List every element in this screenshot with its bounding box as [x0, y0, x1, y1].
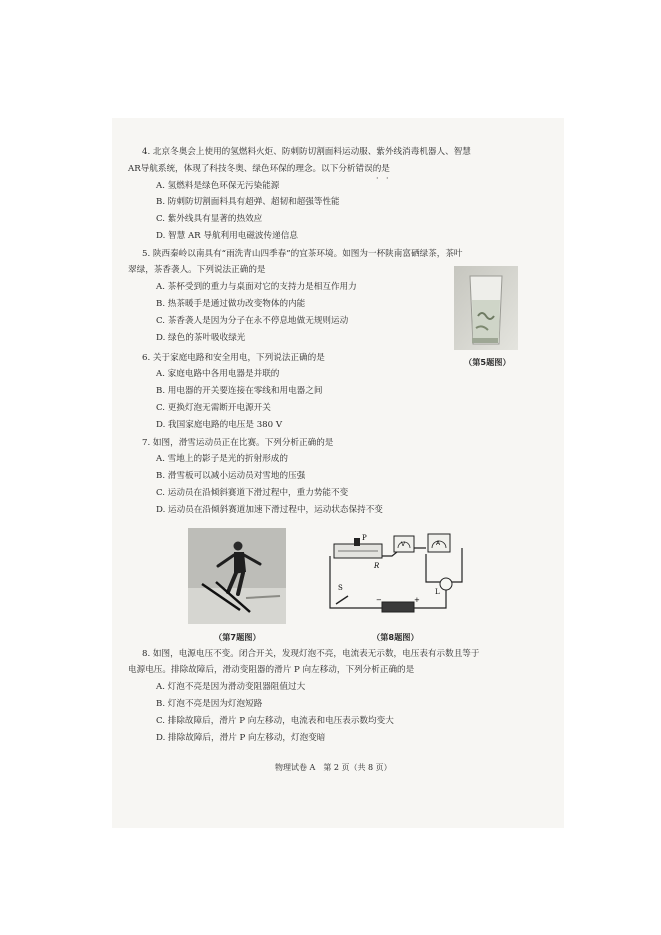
emphasis-dot: · [386, 174, 389, 183]
q7-option-c: C. 运动员在沿倾斜赛道下滑过程中，重力势能不变 [156, 488, 349, 498]
q6-option-d: D. 我国家庭电路的电压是 380 V [156, 420, 283, 430]
q5-option-d: D. 绿色的茶叶吸收绿光 [156, 333, 246, 343]
battery-plus: + [414, 596, 420, 604]
q8-option-a: A. 灯泡不亮是因为滑动变阻器阻值过大 [156, 682, 306, 692]
page-footer: 物理试卷 A 第 2 页（共 8 页） [275, 763, 392, 772]
lamp [440, 578, 452, 590]
q7-figure-caption: （第7题图） [214, 632, 261, 642]
q8-figure-caption: （第8题图） [372, 632, 419, 642]
emphasis-dot: · [376, 174, 379, 183]
q6-stem: 6. 关于家庭电路和安全用电，下列说法正确的是 [142, 353, 325, 363]
q4-stem-line2: AR导航系统，体现了科技冬奥、绿色环保的理念。以下分析错误的是 [128, 164, 390, 174]
q7-option-a: A. 雪地上的影子是光的折射形成的 [156, 454, 288, 464]
q5-option-a: A. 茶杯受到的重力与桌面对它的支持力是相互作用力 [156, 282, 357, 292]
battery-minus: − [376, 596, 382, 604]
skier-photo [188, 528, 286, 624]
battery [382, 602, 414, 612]
q4-stem-line1: 4. 北京冬奥会上使用的氢燃料火炬、防刺防切割面料运动服、紫外线消毒机器人、智慧 [142, 147, 471, 157]
q7-option-d: D. 运动员在沿倾斜赛道加速下滑过程中，运动状态保持不变 [156, 505, 383, 515]
circuit-diagram [322, 530, 476, 624]
rheostat-r-label: R [374, 562, 380, 570]
q8-stem-line2: 电源电压。排除故障后，滑动变阻器的滑片 P 向左移动，下列分析正确的是 [128, 665, 415, 675]
q4-option-c: C. 紫外线具有显著的热效应 [156, 214, 263, 224]
switch [336, 596, 348, 604]
q6-option-a: A. 家庭电路中各用电器是并联的 [156, 369, 280, 379]
q8-option-d: D. 排除故障后，滑片 P 向左移动，灯泡变暗 [156, 733, 326, 743]
q7-stem: 7. 如图，滑雪运动员正在比赛。下列分析正确的是 [142, 438, 334, 448]
q8-option-c: C. 排除故障后，滑片 P 向左移动，电流表和电压表示数均变大 [156, 716, 394, 726]
ammeter-label: A [436, 540, 441, 547]
switch-s-label: S [338, 584, 343, 592]
q4-option-d: D. 智慧 AR 导航利用电磁波传递信息 [156, 231, 298, 241]
slider-p-label: P [362, 534, 367, 542]
q5-option-b: B. 热茶暖手是通过做功改变物体的内能 [156, 299, 306, 309]
q5-stem-line2: 翠绿，茶香袭人。下列说法正确的是 [128, 265, 266, 275]
q4-option-a: A. 氢燃料是绿色环保无污染能源 [156, 181, 280, 191]
voltmeter-label: V [401, 541, 406, 548]
q4-option-b: B. 防刺防切割面料具有超弹、超韧和超强等性能 [156, 197, 340, 207]
q7-option-b: B. 滑雪板可以减小运动员对雪地的压强 [156, 471, 306, 481]
q6-option-b: B. 用电器的开关要连接在零线和用电器之间 [156, 386, 323, 396]
lamp-l-label: L [435, 588, 440, 596]
tea-cup-photo [454, 266, 518, 350]
q6-option-c: C. 更换灯泡无需断开电源开关 [156, 403, 271, 413]
q5-option-c: C. 茶香袭人是因为分子在永不停息地做无规则运动 [156, 316, 349, 326]
q5-stem-line1: 5. 陕西秦岭以南具有“雨洗青山四季春”的宜茶环境。如图为一杯陕南富硒绿茶，茶叶 [142, 249, 463, 259]
q5-figure-caption: （第5题图） [464, 357, 511, 367]
q8-stem-line1: 8. 如图，电源电压不变。闭合开关，发现灯泡不亮，电流表无示数，电压表有示数且等于 [142, 649, 480, 659]
q8-option-b: B. 灯泡不亮是因为灯泡短路 [156, 699, 263, 709]
